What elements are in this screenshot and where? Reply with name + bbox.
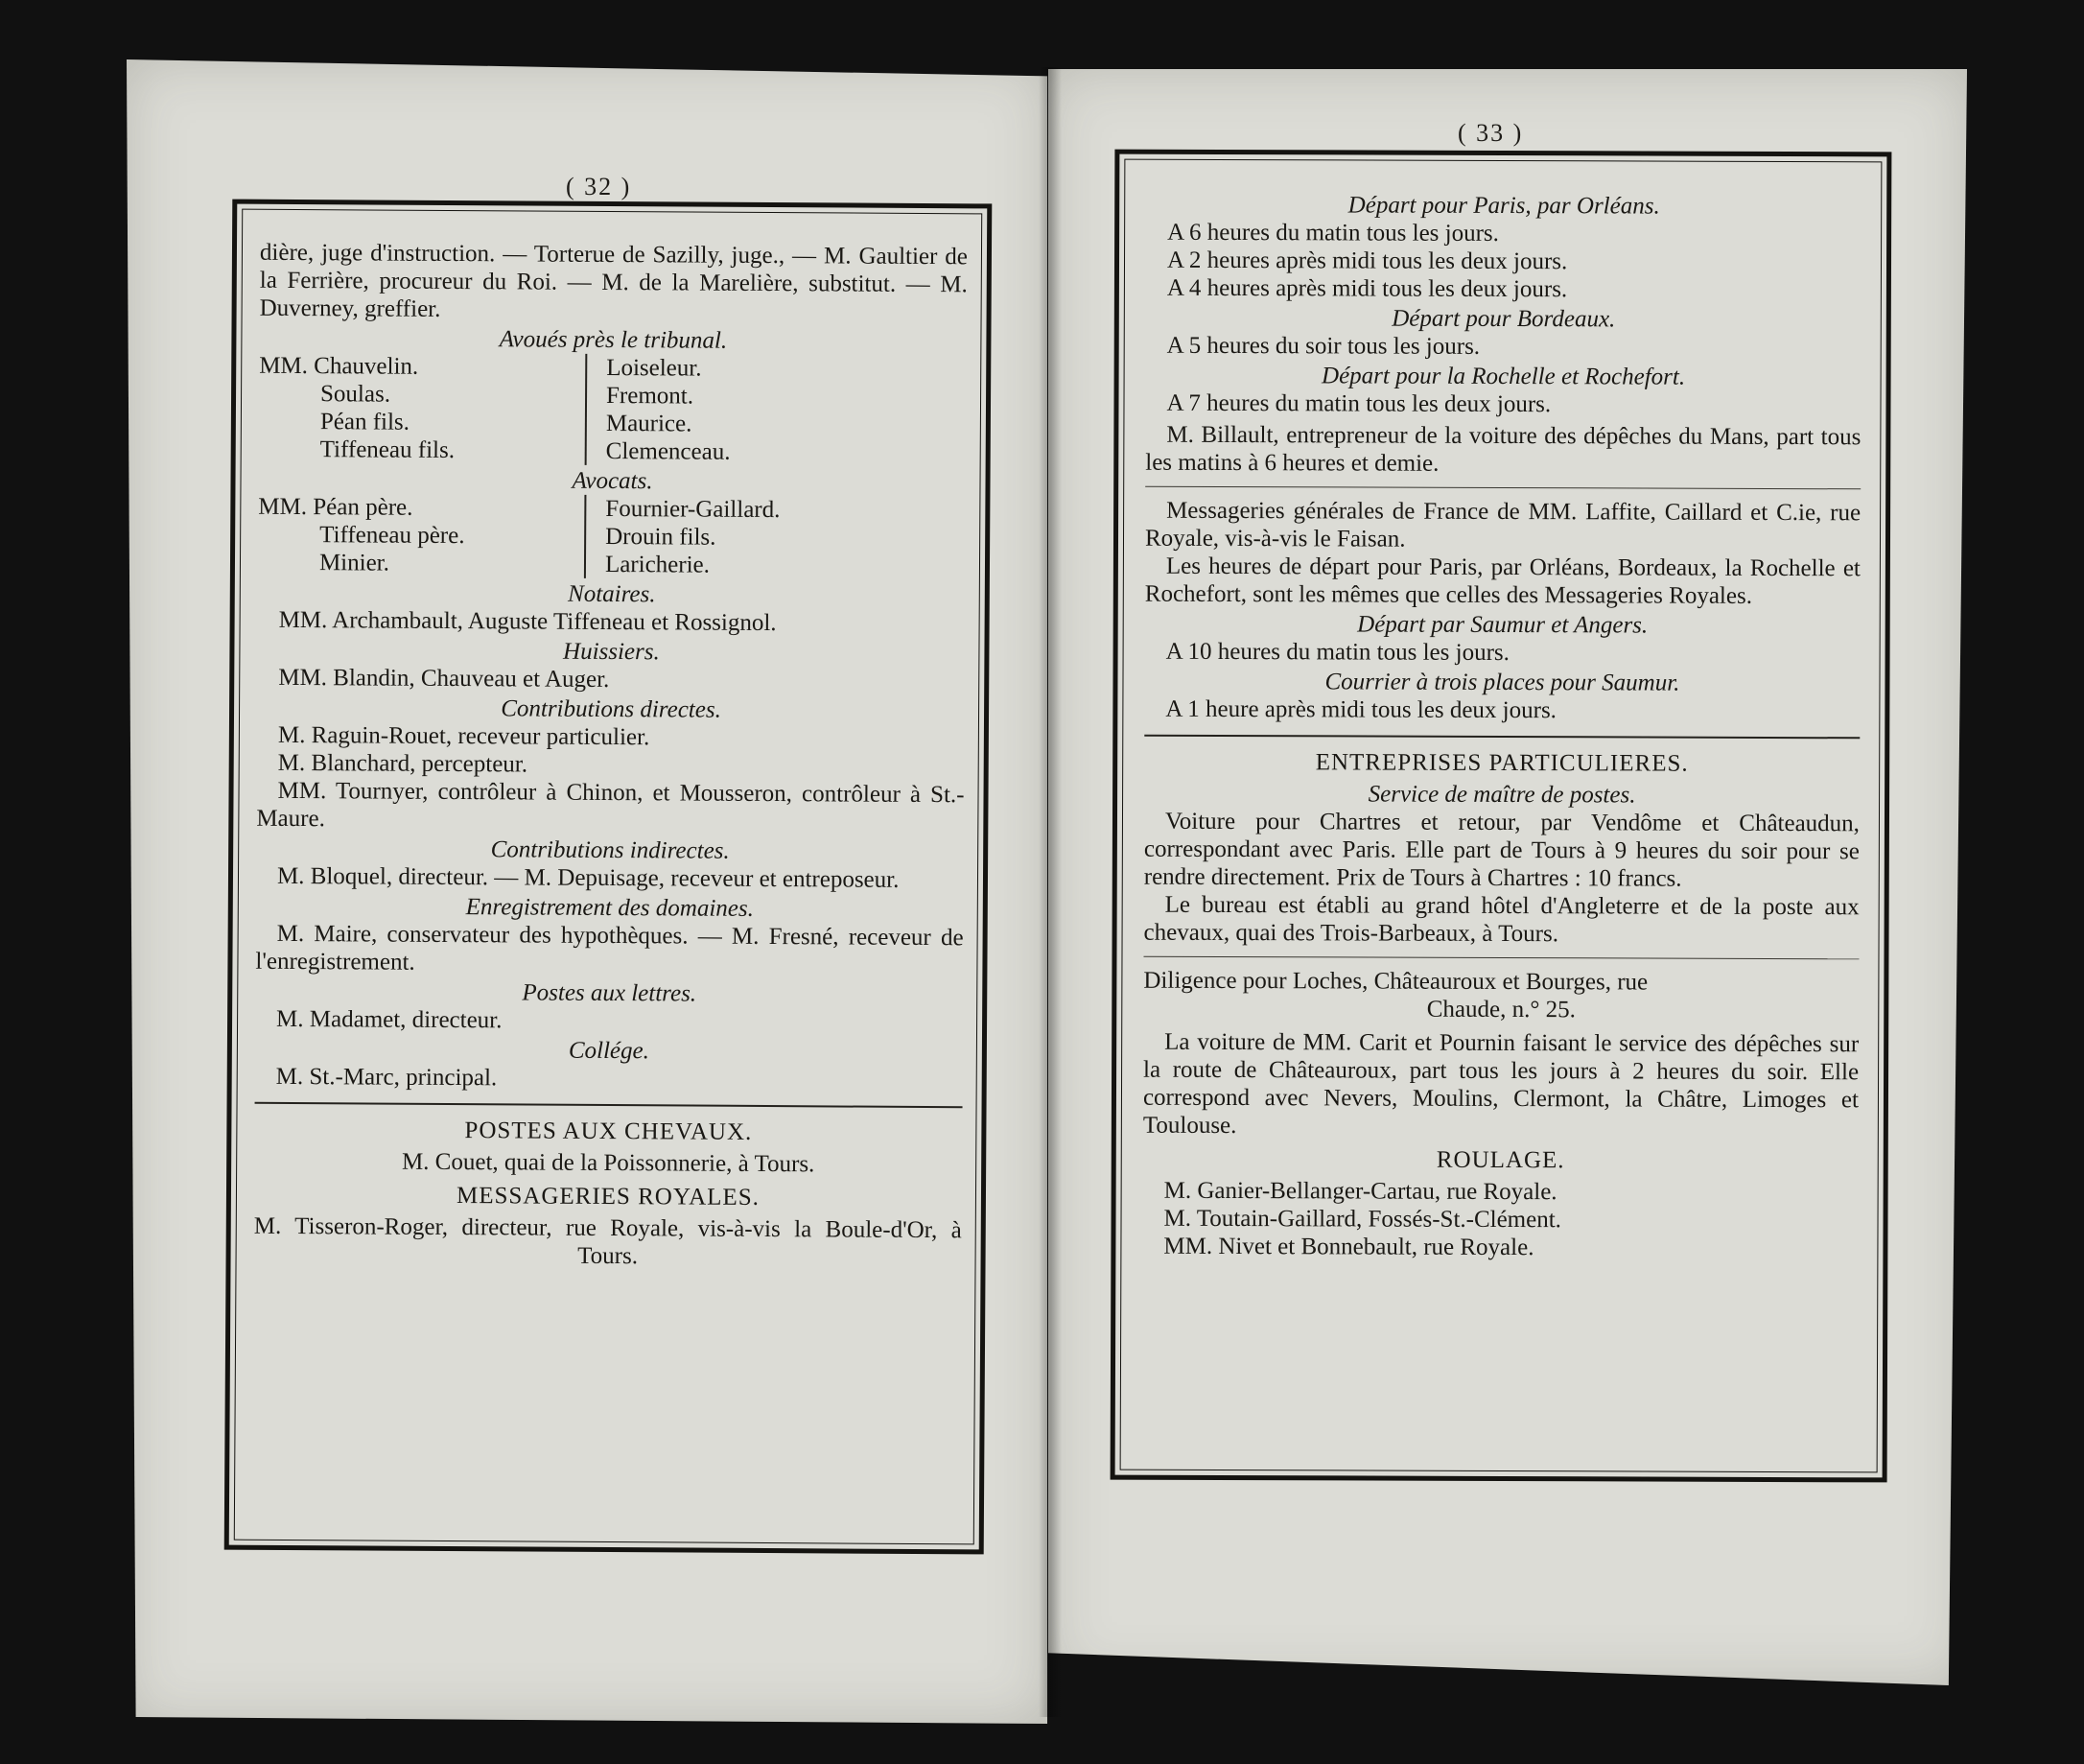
billault-paragraph: M. Billault, entrepreneur de la voiture des dépêches du Mans, part tous les matins à 6 heures et demie. (1145, 421, 1862, 477)
section-heading-postes-lettres: Postes aux lettres. (522, 979, 697, 1007)
section-title-entreprises: ENTREPRISES PARTICULIERES. (1315, 749, 1689, 777)
college-text: M. St.-Marc, principal. (275, 1063, 498, 1092)
list-item: MM. Chauvelin. (259, 352, 419, 380)
book-gutter (1039, 67, 1062, 1717)
contrib-indirectes-paragraph: M. Bloquel, directeur. — M. Depuisage, receveur et entreposeur. (276, 862, 900, 893)
section-heading-contrib-indirectes: Contributions indirectes. (490, 836, 730, 864)
messageries-royales-paragraph: M. Tisseron-Roger, directeur, rue Royale, vis-à-vis la Boule-d'Or, à Tours. (253, 1212, 962, 1270)
list-item: Tiffeneau père. (319, 522, 465, 550)
section-heading-contrib-directes: Contributions directes. (501, 695, 721, 723)
roulage-line: M. Ganier-Bellanger-Cartau, rue Royale. (1163, 1177, 1557, 1206)
postes-chevaux-text: M. Couet, quai de la Poissonnerie, à Tours. (401, 1148, 815, 1178)
section-title-postes-chevaux: POSTES AUX CHEVAUX. (464, 1117, 753, 1145)
section-heading-service-postes: Service de maître de postes. (1368, 781, 1636, 809)
section-divider (255, 1102, 963, 1109)
entreprises-paragraph-2: Le bureau est établi au grand hôtel d'Angleterre et de la poste aux chevaux, quai des Trois-Barbeaux, à Tours. (1143, 891, 1860, 948)
list-item: Loiseleur. (606, 354, 702, 382)
postes-lettres-text: M. Madamet, directeur. (276, 1005, 503, 1034)
contrib-directes-paragraph: MM. Tournyer, contrôleur à Chinon, et Mousseron, contrôleur à St.-Maure. (256, 777, 965, 833)
section-heading-avocats: Avocats. (572, 467, 653, 495)
list-item: Laricherie. (604, 551, 711, 578)
roulage-line: M. Toutain-Gaillard, Fossés-St.-Clément. (1163, 1205, 1561, 1234)
schedule-line: A 2 heures après midi tous les deux jours. (1166, 247, 1568, 275)
section-heading-avoues: Avoués près le tribunal. (499, 326, 728, 354)
list-item: Minier. (318, 550, 389, 576)
list-item: Fournier-Gaillard. (605, 495, 781, 524)
section-heading-college: Collége. (568, 1037, 649, 1065)
schedule-line: A 5 heures du soir tous les jours. (1166, 332, 1481, 360)
section-divider (1144, 735, 1860, 740)
list-item: MM. Péan père. (258, 493, 413, 521)
list-item: Péan fils. (319, 409, 410, 435)
list-item: M. Raguin-Rouet, receveur particulier. (277, 721, 650, 751)
section-heading-depart-saumur: Départ par Saumur et Angers. (1357, 611, 1649, 639)
section-title-roulage: ROULAGE. (1436, 1146, 1565, 1174)
page-number-left: ( 32 ) (566, 173, 632, 200)
section-heading-enregistrement: Enregistrement des domaines. (465, 894, 754, 922)
section-heading-depart-bordeaux: Départ pour Bordeaux. (1392, 305, 1616, 333)
notaires-text: MM. Archambault, Auguste Tiffeneau et Rossignol. (278, 606, 777, 637)
schedule-line: A 7 heures du matin tous les deux jours. (1166, 389, 1552, 418)
schedule-line: A 10 heures du matin tous les jours. (1165, 638, 1510, 667)
section-title-messageries-royales: MESSAGERIES ROYALES. (456, 1183, 760, 1211)
entreprises-paragraph-1: Voiture pour Chartres et retour, par Vendôme et Châteaudun, correspondant avec Paris. Elle part de Tours à 9 heures du soir pour se rendre directement. Prix de Tours à Chartres : 10 francs. (1143, 808, 1861, 892)
huissiers-text: MM. Blandin, Chauveau et Auger. (278, 664, 610, 694)
list-item: Fremont. (605, 382, 694, 410)
schedule-line: A 1 heure après midi tous les deux jours. (1165, 695, 1557, 724)
list-item: Maurice. (605, 410, 692, 437)
right-page-frame (1111, 150, 1892, 1483)
avoues-list (259, 352, 968, 468)
diligence-line-1: Diligence pour Loches, Châteauroux et Bourges, rue (1143, 967, 1649, 996)
list-item: M. Blanchard, percepteur. (277, 749, 528, 778)
avocats-list (258, 493, 967, 581)
section-heading-notaires: Notaires. (567, 580, 656, 608)
section-heading-depart-rochelle: Départ pour la Rochelle et Rochefort. (1322, 363, 1686, 390)
section-heading-huissiers: Huissiers. (562, 638, 660, 666)
section-heading-courrier: Courrier à trois places pour Saumur. (1324, 669, 1680, 696)
page-number-right: ( 33 ) (1458, 119, 1524, 147)
list-item: Soulas. (319, 381, 391, 408)
diligence-line-2: Chaude, n.° 25. (1426, 996, 1576, 1023)
schedule-line: A 4 heures après midi tous les deux jours. (1166, 274, 1568, 303)
list-item: Drouin fils. (605, 523, 716, 551)
list-item: Tiffeneau fils. (319, 436, 456, 464)
section-heading-depart-paris: Départ pour Paris, par Orléans. (1347, 192, 1660, 220)
carit-paragraph: La voiture de MM. Carit et Pournin faisant le service des dépêches sur la route de Châteauroux, part tous les jours à 2 heures du soir. Elle correspond avec Nevers, Moulins, Clermont, la Châtre, Limoges et Toulouse. (1142, 1028, 1860, 1140)
heures-depart-paragraph: Les heures de départ pour Paris, par Orléans, Bordeaux, la Rochelle et Rochefort, sont les mêmes que celles des Messageries Royales. (1144, 553, 1861, 609)
left-page-frame (224, 200, 993, 1555)
section-divider (1143, 956, 1859, 960)
messageries-generales-paragraph: Messageries générales de France de MM. Laffite, Caillard et C.ie, rue Royale, vis-à-vis le Faisan. (1144, 497, 1862, 553)
section-divider (1145, 486, 1861, 490)
enregistrement-paragraph: M. Maire, conservateur des hypothèques. — M. Fresné, receveur de l'enregistrement. (255, 920, 964, 976)
roulage-line: MM. Nivet et Bonnebault, rue Royale. (1163, 1233, 1534, 1261)
intro-paragraph: dière, juge d'instruction. — Torterue de Sazilly, juge., — M. Gaultier de la Ferrière, procureur du Roi. — M. de la Marelière, substitut. — M. Duverney, greffier. (259, 239, 969, 322)
schedule-line: A 6 heures du matin tous les jours. (1167, 219, 1499, 247)
list-item: Clemenceau. (605, 437, 731, 465)
